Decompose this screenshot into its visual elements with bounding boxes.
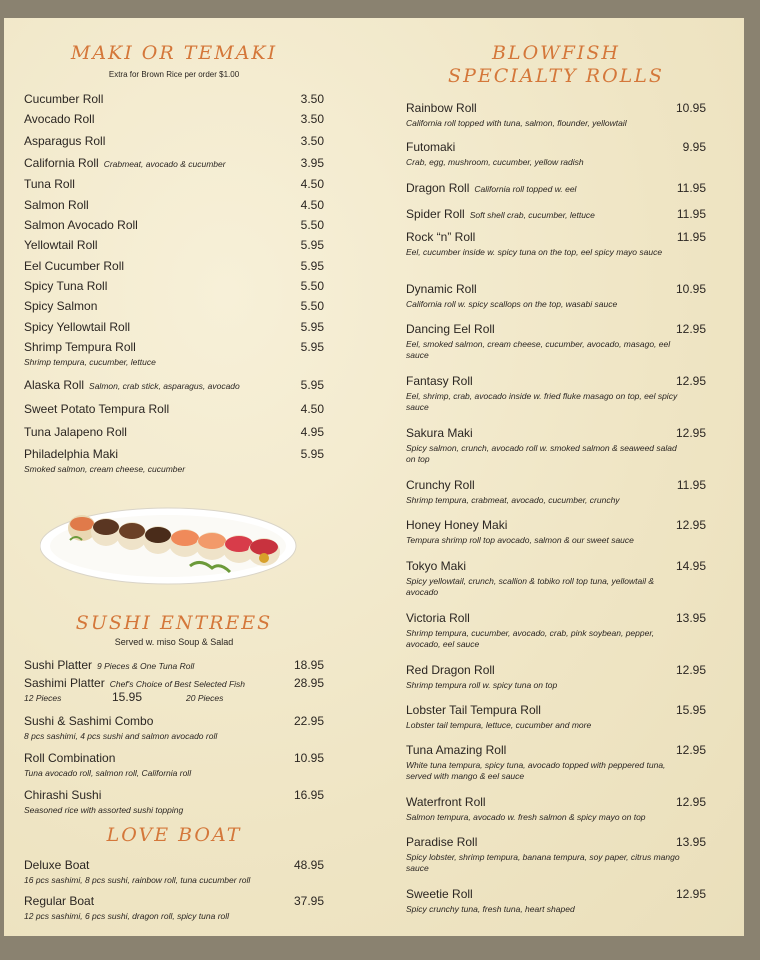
menu-item-row [24,132,324,150]
menu-item-name-group [24,297,97,315]
menu-item-name: Spicy Tuna Roll [24,279,108,293]
menu-item-row [406,99,706,117]
menu-item-price: 12.95 [675,322,706,336]
menu-item-row [24,376,324,394]
menu-item-desc: Shrimp tempura, cucumber, lettuce [24,357,156,367]
menu-item-name-group [406,138,455,156]
menu-item-desc: Shrimp tempura, crabmeat, avocado, cucumber, crunchy [406,495,620,505]
menu-item [24,376,324,394]
entrees-heading: SUSHI ENTREES [75,612,273,634]
menu-item-name: Sushi Platter [24,658,93,672]
menu-item-name-group [406,372,473,390]
menu-item-row [24,90,324,108]
menu-item-name: Dancing Eel Roll [406,322,495,336]
menu-item-price: 37.95 [293,894,324,908]
menu-item [406,661,706,691]
menu-item [406,793,706,823]
menu-item-price: 11.95 [676,207,706,221]
menu-item [24,400,324,418]
menu-item-price: 3.50 [300,134,324,148]
menu-item-name-group [24,216,138,234]
loveboat-heading: LOVE BOAT [106,824,242,846]
menu-item-row [24,786,324,804]
menu-item-desc: Eel, cucumber inside w. spicy tuna on the top, eel spicy mayo sauce [406,247,663,257]
menu-item [24,786,324,816]
menu-item [406,205,706,223]
menu-item [406,280,706,310]
menu-item-name: Sushi & Sashimi Combo [24,714,154,728]
menu-item-name: Futomaki [406,140,456,154]
menu-item-name-group [406,516,507,534]
menu-item-name-group [406,424,473,442]
menu-item-row [406,557,706,575]
menu-item-desc: Eel, smoked salmon, cream cheese, cucumber, avocado, masago, eel sauce [406,339,671,360]
menu-item-row [406,424,706,442]
menu-item-name: Regular Boat [24,894,95,908]
menu-item-price: 12.95 [675,743,706,757]
menu-item-name: Sakura Maki [406,426,473,440]
menu-item-row [406,228,706,246]
menu-item-name-group [24,236,98,254]
menu-item-desc: Tuna avocado roll, salmon roll, California roll [24,768,192,778]
menu-item [406,609,706,650]
menu-item [406,372,706,413]
menu-item-name: Honey Honey Maki [406,518,508,532]
menu-item-row [24,338,324,356]
menu-item-name: Spicy Salmon [24,299,98,313]
menu-item-price: 16.95 [293,788,324,802]
menu-item-desc: Tempura shrimp roll top avocado, salmon & our sweet sauce [406,535,634,545]
menu-item-row [24,277,324,295]
menu-item-name-group [406,99,477,117]
menu-item-name: California Roll [24,156,99,170]
menu-page [4,18,744,936]
menu-item-name-group [24,712,153,730]
menu-item [24,110,324,128]
menu-item-price: 5.50 [300,279,324,293]
menu-item [406,885,706,915]
menu-item-name: Victoria Roll [406,611,470,625]
pieces-12-label: 12 Pieces [24,693,62,703]
menu-item-name-group [24,257,124,275]
menu-item-name-group [406,701,541,719]
menu-item-name: Waterfront Roll [406,795,486,809]
menu-item-name-group [406,280,477,298]
menu-item [24,445,324,475]
menu-item [406,741,706,782]
menu-item-name: Tuna Amazing Roll [406,743,507,757]
menu-item-price: 5.95 [300,378,324,392]
menu-item-desc: Spicy yellowtail, crunch, scallion & tobiko roll top tuna, yellowtail & avocado [406,576,655,597]
menu-item-row [406,179,706,197]
menu-item [24,277,324,295]
menu-item-desc: Shrimp tempura roll w. spicy tuna on top [406,680,558,690]
menu-item-row [406,205,706,223]
menu-item [24,318,324,336]
menu-item-price: 11.95 [676,230,706,244]
menu-item-price: 18.95 [293,658,324,672]
menu-item [24,297,324,315]
menu-item-row [406,701,706,719]
menu-item-price: 15.95 [675,703,706,717]
menu-item-name-group [406,609,470,627]
menu-item-row [24,749,324,767]
menu-item-row [24,236,324,254]
menu-item-price: 13.95 [675,611,706,625]
menu-item-name: Salmon Roll [24,198,89,212]
menu-item [406,557,706,598]
menu-item-row [406,138,706,156]
menu-item-desc: 8 pcs sashimi, 4 pcs sushi and salmon avocado roll [24,731,218,741]
menu-item [406,476,706,506]
menu-item [24,712,324,742]
menu-item-inline-desc: Salmon, crab stick, asparagus, avocado [89,381,240,391]
menu-item-name: Dragon Roll [406,181,470,195]
menu-item [406,833,706,874]
menu-item-name: Rock “n” Roll [406,230,476,244]
menu-item-price: 13.95 [675,835,706,849]
menu-item-row [406,793,706,811]
menu-item [406,701,706,731]
menu-item-name-group [406,661,495,679]
menu-item-name: Lobster Tail Tempura Roll [406,703,541,717]
menu-item-name-group [24,90,103,108]
menu-item-name: Philadelphia Maki [24,447,119,461]
menu-item-price: 12.95 [675,374,706,388]
menu-item-name-group [24,376,240,394]
menu-item-name: Chirashi Sushi [24,788,102,802]
menu-item-name: Fantasy Roll [406,374,473,388]
maki-heading: MAKI OR TEMAKI [70,42,278,64]
menu-item-desc: Crab, egg, mushroom, cucumber, yellow radish [406,157,584,167]
menu-item-price: 3.50 [300,92,324,106]
menu-item-name-group [24,749,115,767]
menu-item [406,179,706,197]
menu-item-name-group [24,277,107,295]
menu-item-name: Sweet Potato Tempura Roll [24,402,170,416]
menu-item [24,236,324,254]
menu-item-name-group [24,423,127,441]
menu-item-name-group [24,892,94,910]
menu-item [406,320,706,361]
menu-item-row [24,154,324,172]
menu-item-row [24,110,324,128]
menu-item-desc: Spicy salmon, crunch, avocado roll w. smoked salmon & seaweed salad on top [406,443,677,464]
menu-item-name: Cucumber Roll [24,92,104,106]
menu-item-row [406,372,706,390]
specialty-heading-line2: SPECIALTY ROLLS [448,65,664,87]
menu-item-inline-desc: Soft shell crab, cucumber, lettuce [469,210,595,220]
menu-item-name-group [24,175,75,193]
brown-rice-note: Extra for Brown Rice per order $1.00 [108,70,240,79]
menu-item-price: 5.50 [300,299,324,313]
menu-item-name-group [406,557,466,575]
menu-item-desc: California roll topped with tuna, salmon, flounder, yellowtail [406,118,627,128]
menu-item-name: Paradise Roll [406,835,478,849]
menu-item-price: 14.95 [675,559,706,573]
menu-item [24,423,324,441]
menu-item-name: Roll Combination [24,751,116,765]
menu-item-inline-desc: Crabmeat, avocado & cucumber [103,159,226,169]
menu-item-name-group [24,856,89,874]
menu-item-row [24,216,324,234]
menu-item-name-group [24,656,194,674]
menu-item-price: 4.50 [300,198,324,212]
entrees-note: Served w. miso Soup & Salad [114,637,234,647]
menu-item-price: 4.50 [300,402,324,416]
menu-item-row [24,892,324,910]
menu-item [24,656,324,674]
menu-item-name: Eel Cucumber Roll [24,259,125,273]
menu-item-price: 12.95 [675,518,706,532]
menu-item-inline-desc: 9 Pieces & One Tuna Roll [97,661,195,671]
menu-item-desc: 16 pcs sashimi, 8 pcs sushi, rainbow roll, tuna cucumber roll [24,875,251,885]
menu-item [24,856,324,886]
sashimi-pieces-line [24,690,324,704]
menu-item-price: 5.95 [300,238,324,252]
menu-item-name-group [406,228,475,246]
menu-item-name-group [406,741,506,759]
menu-item-desc: Smoked salmon, cream cheese, cucumber [24,464,186,474]
menu-item-row [406,609,706,627]
menu-item-desc: Spicy crunchy tuna, fresh tuna, heart shaped [406,904,575,914]
menu-item-price: 3.50 [300,112,324,126]
menu-item-row [24,445,324,463]
menu-item-price: 5.95 [300,259,324,273]
menu-item-name: Shrimp Tempura Roll [24,340,136,354]
menu-item-price: 28.95 [293,676,324,690]
menu-item-price: 10.95 [293,751,324,765]
menu-item [24,90,324,108]
menu-item-name-group [24,338,136,356]
menu-item-row [406,280,706,298]
menu-item-desc: Lobster tail tempura, lettuce, cucumber and more [406,720,592,730]
menu-item [24,892,324,922]
menu-item-price: 10.95 [675,282,706,296]
menu-item-row [406,833,706,851]
menu-item-price: 4.50 [300,177,324,191]
menu-item-name: Tuna Jalapeno Roll [24,425,127,439]
menu-item [24,674,324,692]
menu-item-row [24,856,324,874]
menu-item-row [24,712,324,730]
menu-item-name-group [406,793,486,811]
menu-item-price: 12.95 [675,426,706,440]
menu-item-desc: White tuna tempura, spicy tuna, avocado topped with peppered tuna, served with mango & eel sauce [406,760,666,781]
menu-item-row [24,423,324,441]
menu-item-row [24,656,324,674]
menu-item [24,154,324,172]
menu-item [24,132,324,150]
specialty-heading-line1: BLOWFISH [492,42,620,64]
menu-item [24,749,324,779]
menu-item-name: Tokyo Maki [406,559,467,573]
menu-item-row [406,516,706,534]
pieces-20-label: 20 Pieces [186,693,224,703]
menu-item-name-group [24,400,169,418]
menu-item-inline-desc: California roll topped w. eel [474,184,577,194]
menu-item-name-group [24,154,226,172]
menu-item [406,424,706,465]
menu-item-name: Dynamic Roll [406,282,477,296]
menu-item-name-group [406,205,595,223]
menu-item-price: 5.95 [300,320,324,334]
pieces-12-price: 15.95 [112,690,143,704]
menu-item [24,216,324,234]
menu-item-price: 11.95 [676,478,706,492]
menu-item-price: 12.95 [675,663,706,677]
menu-item [24,175,324,193]
menu-item-name: Asparagus Roll [24,134,106,148]
menu-item-desc: 12 pcs sashimi, 6 pcs sushi, dragon roll, spicy tuna roll [24,911,230,921]
menu-item [24,196,324,214]
menu-item-price: 9.95 [682,140,706,154]
menu-item-desc: Seasoned rice with assorted sushi topping [24,805,184,815]
menu-item-row [24,257,324,275]
menu-item-row [24,674,324,692]
menu-item-row [24,196,324,214]
menu-item-price: 5.95 [300,340,324,354]
menu-item-name: Deluxe Boat [24,858,90,872]
menu-item-name: Sashimi Platter [24,676,105,690]
menu-item-row [406,661,706,679]
menu-item-name: Sweetie Roll [406,887,473,901]
menu-item-name-group [24,132,105,150]
menu-item-desc: Shrimp tempura, cucumber, avocado, crab, pink soybean, pepper, avocado, eel sauce [406,628,655,649]
menu-item-name: Yellowtail Roll [24,238,98,252]
menu-item-row [406,320,706,338]
menu-item-price: 4.95 [300,425,324,439]
menu-item-name-group [24,445,118,463]
menu-item-name-group [24,110,95,128]
menu-item-name-group [406,320,495,338]
menu-item-name-group [24,786,101,804]
menu-item-desc: Spicy lobster, shrimp tempura, banana tempura, soy paper, citrus mango sauce [406,852,680,873]
menu-item-name-group [406,833,477,851]
menu-item-price: 12.95 [675,795,706,809]
menu-item-price: 11.95 [676,181,706,195]
menu-item [406,516,706,546]
menu-item-price: 5.50 [300,218,324,232]
menu-item-row [24,175,324,193]
menu-item-price: 10.95 [675,101,706,115]
menu-item-name: Spicy Yellowtail Roll [24,320,131,334]
menu-item-price: 22.95 [293,714,324,728]
menu-item-name: Crunchy Roll [406,478,475,492]
menu-item-name: Spider Roll [406,207,465,221]
menu-item-row [406,885,706,903]
menu-item-price: 3.95 [300,156,324,170]
menu-item-desc: Eel, shrimp, crab, avocado inside w. fried fluke masago on top, eel spicy sauce [406,391,678,412]
menu-item-inline-desc: Chef's Choice of Best Selected Fish [109,679,246,689]
menu-item [24,257,324,275]
menu-item [406,138,706,168]
menu-item-row [24,318,324,336]
menu-item-name: Avocado Roll [24,112,95,126]
menu-item-name-group [406,179,576,197]
menu-item-desc: Salmon tempura, avocado w. fresh salmon & spicy mayo on top [406,812,646,822]
menu-item-name: Tuna Roll [24,177,75,191]
menu-item-row [24,297,324,315]
sushi-plate-image [40,488,300,594]
menu-item-name-group [24,318,130,336]
menu-item [24,338,324,368]
menu-item-row [406,476,706,494]
menu-item-name: Red Dragon Roll [406,663,495,677]
menu-item-price: 5.95 [300,447,324,461]
menu-item-name: Rainbow Roll [406,101,477,115]
menu-item-row [24,400,324,418]
menu-item-name-group [406,885,473,903]
menu-item-name-group [406,476,475,494]
menu-item-desc: California roll w. spicy scallops on the top, wasabi sauce [406,299,618,309]
menu-item-row [406,741,706,759]
menu-item-name-group [24,196,89,214]
menu-item-price: 12.95 [675,887,706,901]
menu-item-name: Alaska Roll [24,378,85,392]
menu-item-price: 48.95 [293,858,324,872]
menu-item [406,228,706,258]
menu-item-name: Salmon Avocado Roll [24,218,138,232]
menu-item [406,99,706,129]
